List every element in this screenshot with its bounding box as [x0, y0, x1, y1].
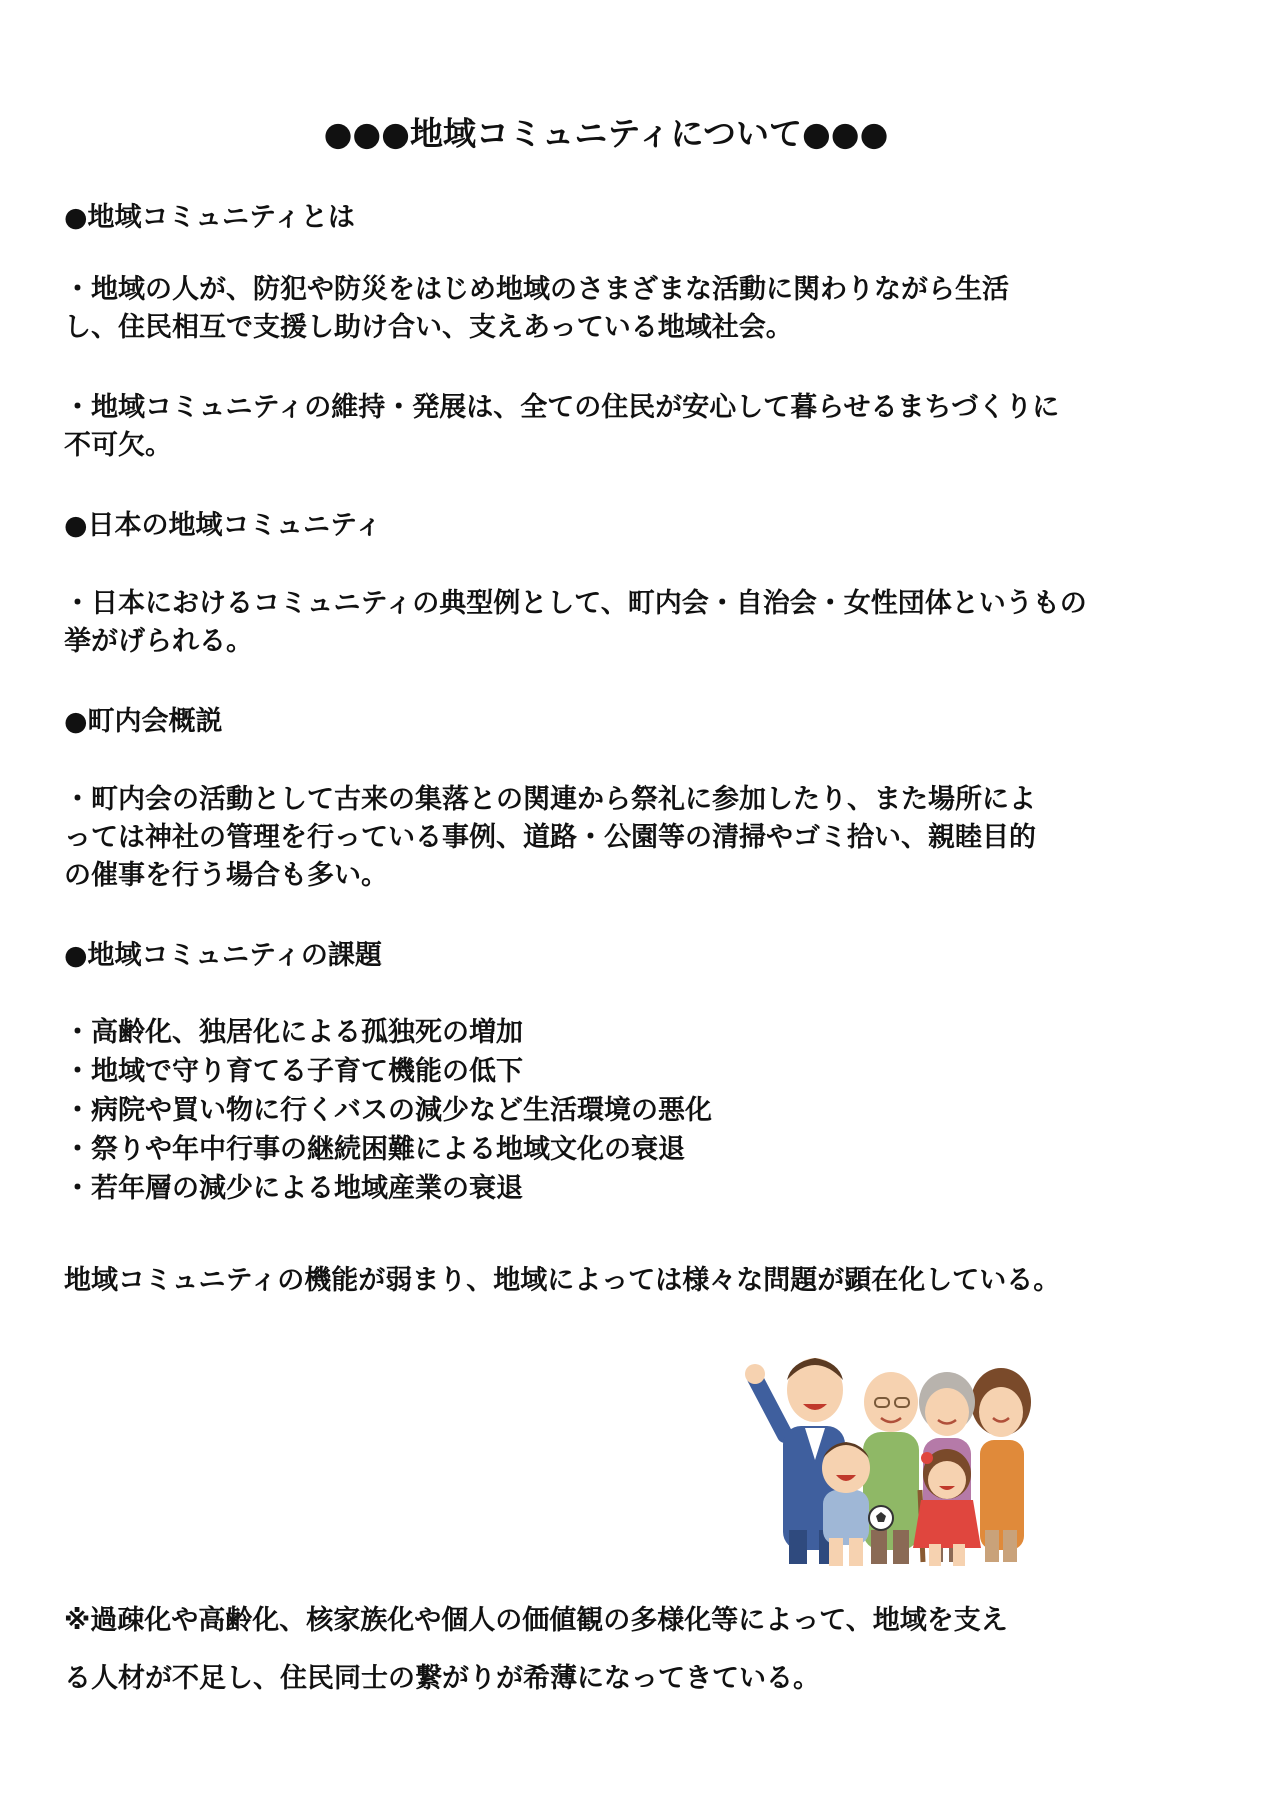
section-heading-neighborhood-association: ●町内会概説: [64, 706, 223, 737]
paragraph-community-maintenance: [64, 389, 1144, 465]
summary-text: 地域コミュニティの機能が弱まり、地域によっては様々な問題が顕在化している。: [64, 1265, 1061, 1296]
text-line: ※過疎化や高齢化、核家族化や個人の価値観の多様化等によって、地域を支え: [64, 1605, 1008, 1636]
text-line: の催事を行う場合も多い。: [64, 860, 388, 891]
list-item: ・祭りや年中行事の継続困難による地域文化の衰退: [64, 1134, 685, 1165]
text-line: ・地域コミュニティの維持・発展は、全ての住民が安心して暮らせるまちづくりに: [64, 392, 1060, 423]
note-paragraph: [64, 1592, 1144, 1708]
text-line: っては神社の管理を行っている事例、道路・公園等の清掃やゴミ拾い、親睦目的: [64, 822, 1036, 853]
paragraph-association-activities: [64, 781, 1144, 895]
paragraph-japan-examples: [64, 585, 1144, 661]
text-line: 挙がげられる。: [64, 626, 253, 657]
text-line: 不可欠。: [64, 430, 172, 461]
family-icon: [745, 1340, 1045, 1570]
list-item: ・病院や買い物に行くバスの減少など生活環境の悪化: [64, 1095, 712, 1126]
issues-list: [64, 1013, 1144, 1208]
text-line: ・地域の人が、防犯や防災をはじめ地域のさまざまな活動に関わりながら生活: [64, 274, 1009, 305]
paragraph-community-definition: [64, 271, 1144, 347]
page-title: ●●●地域コミュニティについて●●●: [323, 114, 889, 153]
text-line: ・日本におけるコミュニティの典型例として、町内会・自治会・女性団体というもの: [64, 588, 1087, 619]
list-item: ・高齢化、独居化による孤独死の増加: [64, 1017, 523, 1048]
list-item: ・地域で守り育てる子育て機能の低下: [64, 1056, 523, 1087]
section-heading-what-is-community: ●地域コミュニティとは: [64, 202, 355, 233]
mother-figure: [971, 1368, 1031, 1562]
section-heading-japan-community: ●日本の地域コミュニティ: [64, 510, 382, 541]
text-line: る人材が不足し、住民同士の繋がりが希薄になってきている。: [64, 1663, 820, 1694]
family-illustration: [745, 1340, 1045, 1570]
text-line: し、住民相互で支援し助け合い、支えあっている地域社会。: [64, 312, 793, 343]
grandpa-figure: [863, 1372, 923, 1564]
section-heading-community-issues: ●地域コミュニティの課題: [64, 940, 382, 971]
text-line: ・町内会の活動として古来の集落との関連から祭礼に参加したり、また場所によ: [64, 784, 1036, 815]
list-item: ・若年層の減少による地域産業の衰退: [64, 1173, 523, 1204]
